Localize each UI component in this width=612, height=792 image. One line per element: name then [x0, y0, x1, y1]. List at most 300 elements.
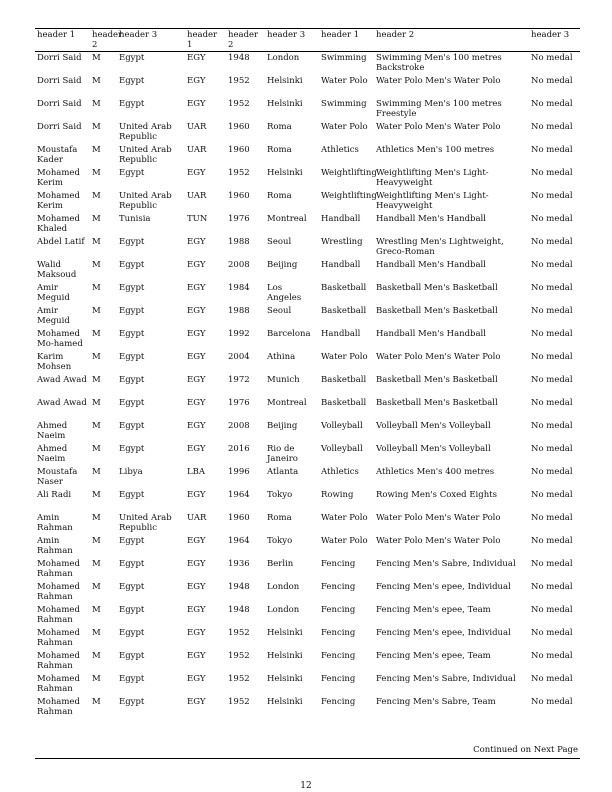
continued-label: Continued on Next Page	[473, 745, 578, 755]
cell-year: 1952	[228, 76, 250, 86]
cell-medal: No medal	[531, 53, 573, 63]
cell-year: 1952	[228, 651, 250, 661]
column-header: header 3	[119, 30, 158, 40]
table-row	[35, 52, 580, 76]
cell-noc: TUN	[187, 214, 208, 224]
cell-city: London	[267, 582, 300, 592]
cell-noc: EGY	[187, 674, 206, 684]
cell-city: Los Angeles	[267, 283, 302, 303]
cell-sport: Handball	[321, 329, 361, 339]
cell-sport: Weightlifting	[321, 191, 377, 201]
cell-team: Egypt	[119, 76, 145, 86]
cell-event: Fencing Men's Sabre, Individual	[376, 674, 516, 684]
column-header: header 1	[321, 30, 360, 40]
cell-noc: EGY	[187, 76, 206, 86]
cell-medal: No medal	[531, 605, 573, 615]
cell-sport: Fencing	[321, 605, 356, 615]
cell-year: 1952	[228, 628, 250, 638]
table-row	[35, 512, 580, 535]
cell-medal: No medal	[531, 536, 573, 546]
cell-name: Dorri Said	[37, 53, 82, 63]
cell-city: Barcelona	[267, 329, 311, 339]
cell-medal: No medal	[531, 421, 573, 431]
table-row	[35, 696, 580, 719]
cell-year: 2016	[228, 444, 250, 454]
cell-sport: Fencing	[321, 651, 356, 661]
cell-team: Egypt	[119, 329, 145, 339]
cell-name: Mohamed Rahman	[37, 697, 80, 717]
cell-event: Water Polo Men's Water Polo	[376, 122, 501, 132]
cell-noc: LBA	[187, 467, 206, 477]
table-row	[35, 167, 580, 190]
cell-event: Basketball Men's Basketball	[376, 398, 498, 408]
cell-medal: No medal	[531, 145, 573, 155]
table-row	[35, 121, 580, 144]
cell-name: Awad Awad	[37, 375, 87, 385]
table-row	[35, 236, 580, 259]
cell-sex: M	[92, 651, 101, 661]
cell-medal: No medal	[531, 283, 573, 293]
cell-sport: Swimming	[321, 99, 367, 109]
cell-team: Egypt	[119, 628, 145, 638]
cell-city: Beijing	[267, 260, 298, 270]
cell-medal: No medal	[531, 674, 573, 684]
cell-sport: Water Polo	[321, 513, 368, 523]
cell-sex: M	[92, 329, 101, 339]
cell-team: Egypt	[119, 283, 145, 293]
cell-year: 1988	[228, 237, 250, 247]
cell-year: 1972	[228, 375, 250, 385]
cell-sex: M	[92, 76, 101, 86]
cell-team: Egypt	[119, 375, 145, 385]
cell-noc: EGY	[187, 375, 206, 385]
column-header: header 2	[92, 30, 123, 50]
cell-sport: Athletics	[321, 467, 359, 477]
column-header: header 2	[376, 30, 415, 40]
cell-medal: No medal	[531, 99, 573, 109]
cell-noc: EGY	[187, 605, 206, 615]
cell-sex: M	[92, 421, 101, 431]
cell-sex: M	[92, 582, 101, 592]
cell-medal: No medal	[531, 306, 573, 316]
cell-name: Amin Rahman	[37, 536, 73, 556]
cell-event: Rowing Men's Coxed Eights	[376, 490, 497, 500]
cell-sport: Volleyball	[321, 444, 363, 454]
cell-sex: M	[92, 444, 101, 454]
cell-name: Mohamed Khaled	[37, 214, 80, 234]
cell-year: 1988	[228, 306, 250, 316]
cell-sex: M	[92, 191, 101, 201]
cell-team: Egypt	[119, 398, 145, 408]
cell-sex: M	[92, 53, 101, 63]
cell-medal: No medal	[531, 214, 573, 224]
cell-noc: EGY	[187, 329, 206, 339]
table-row	[35, 75, 580, 98]
cell-team: Egypt	[119, 260, 145, 270]
cell-sex: M	[92, 260, 101, 270]
cell-sex: M	[92, 536, 101, 546]
cell-team: Egypt	[119, 697, 145, 707]
cell-name: Mohamed Kerim	[37, 168, 80, 188]
cell-team: Egypt	[119, 53, 145, 63]
cell-team: United Arab Republic	[119, 122, 172, 142]
cell-name: Mohamed Rahman	[37, 559, 80, 579]
cell-sport: Water Polo	[321, 76, 368, 86]
cell-year: 1952	[228, 168, 250, 178]
cell-sport: Basketball	[321, 306, 367, 316]
table-row	[35, 328, 580, 351]
cell-sex: M	[92, 237, 101, 247]
cell-noc: EGY	[187, 99, 206, 109]
cell-team: United Arab Republic	[119, 145, 172, 165]
cell-medal: No medal	[531, 122, 573, 132]
cell-city: Helsinki	[267, 628, 303, 638]
column-header: header 2	[228, 30, 259, 50]
cell-city: Helsinki	[267, 674, 303, 684]
cell-team: Egypt	[119, 536, 145, 546]
cell-year: 1948	[228, 53, 250, 63]
cell-name: Abdel Latif	[37, 237, 85, 247]
cell-name: Ahmed Naeim	[37, 444, 68, 464]
cell-team: Egypt	[119, 651, 145, 661]
cell-event: Water Polo Men's Water Polo	[376, 536, 501, 546]
cell-sport: Volleyball	[321, 421, 363, 431]
cell-sport: Basketball	[321, 398, 367, 408]
table-row	[35, 351, 580, 374]
cell-team: Egypt	[119, 674, 145, 684]
table-body	[35, 52, 580, 720]
cell-sex: M	[92, 490, 101, 500]
cell-sex: M	[92, 513, 101, 523]
cell-city: Roma	[267, 122, 292, 132]
cell-noc: EGY	[187, 421, 206, 431]
cell-event: Swimming Men's 100 metres Backstroke	[376, 53, 502, 73]
cell-medal: No medal	[531, 191, 573, 201]
cell-year: 1952	[228, 674, 250, 684]
cell-event: Basketball Men's Basketball	[376, 306, 498, 316]
cell-year: 1960	[228, 191, 250, 201]
cell-noc: UAR	[187, 145, 207, 155]
cell-city: Montreal	[267, 398, 307, 408]
cell-medal: No medal	[531, 467, 573, 477]
cell-team: Egypt	[119, 444, 145, 454]
cell-medal: No medal	[531, 260, 573, 270]
cell-team: Egypt	[119, 490, 145, 500]
cell-noc: EGY	[187, 53, 206, 63]
cell-noc: EGY	[187, 536, 206, 546]
cell-sport: Handball	[321, 260, 361, 270]
cell-name: Amir Meguid	[37, 283, 70, 303]
cell-team: Egypt	[119, 168, 145, 178]
cell-city: London	[267, 53, 300, 63]
table-row	[35, 650, 580, 673]
column-header: header 1	[187, 30, 218, 50]
cell-sport: Handball	[321, 214, 361, 224]
cell-event: Water Polo Men's Water Polo	[376, 513, 501, 523]
cell-name: Amin Rahman	[37, 513, 73, 533]
table-row	[35, 443, 580, 466]
cell-year: 1936	[228, 559, 250, 569]
cell-noc: EGY	[187, 283, 206, 293]
cell-sex: M	[92, 375, 101, 385]
cell-city: Helsinki	[267, 99, 303, 109]
table-row	[35, 190, 580, 213]
cell-event: Swimming Men's 100 metres Freestyle	[376, 99, 502, 119]
cell-city: Tokyo	[267, 536, 293, 546]
cell-name: Dorri Said	[37, 122, 82, 132]
cell-medal: No medal	[531, 559, 573, 569]
cell-city: London	[267, 605, 300, 615]
cell-sex: M	[92, 628, 101, 638]
cell-name: Dorri Said	[37, 99, 82, 109]
cell-sport: Water Polo	[321, 536, 368, 546]
cell-city: Seoul	[267, 306, 292, 316]
table-row	[35, 627, 580, 650]
cell-name: Mohamed Rahman	[37, 651, 80, 671]
cell-medal: No medal	[531, 513, 573, 523]
cell-name: Moustafa Naser	[37, 467, 78, 487]
cell-city: Atlanta	[267, 467, 299, 477]
cell-event: Athletics Men's 400 metres	[376, 467, 495, 477]
cell-sport: Fencing	[321, 697, 356, 707]
cell-team: Egypt	[119, 306, 145, 316]
cell-name: Walid Maksoud	[37, 260, 77, 280]
cell-medal: No medal	[531, 76, 573, 86]
cell-sport: Water Polo	[321, 122, 368, 132]
cell-name: Mohamed Kerim	[37, 191, 80, 211]
cell-city: Munich	[267, 375, 300, 385]
cell-event: Water Polo Men's Water Polo	[376, 76, 501, 86]
cell-noc: EGY	[187, 490, 206, 500]
cell-year: 1960	[228, 145, 250, 155]
table-row	[35, 305, 580, 328]
cell-sport: Basketball	[321, 375, 367, 385]
table-row	[35, 282, 580, 305]
cell-name: Mohamed Rahman	[37, 605, 80, 625]
cell-noc: UAR	[187, 122, 207, 132]
cell-sex: M	[92, 398, 101, 408]
cell-year: 1948	[228, 605, 250, 615]
cell-city: Helsinki	[267, 168, 303, 178]
cell-city: Roma	[267, 513, 292, 523]
cell-noc: EGY	[187, 697, 206, 707]
cell-year: 1976	[228, 214, 250, 224]
cell-sex: M	[92, 352, 101, 362]
cell-noc: EGY	[187, 628, 206, 638]
header-row	[35, 29, 580, 52]
cell-noc: EGY	[187, 306, 206, 316]
cell-sport: Wrestling	[321, 237, 363, 247]
cell-team: Egypt	[119, 352, 145, 362]
cell-city: Berlin	[267, 559, 294, 569]
cell-medal: No medal	[531, 329, 573, 339]
cell-event: Fencing Men's epee, Individual	[376, 582, 511, 592]
cell-year: 1952	[228, 99, 250, 109]
cell-year: 1992	[228, 329, 250, 339]
cell-sex: M	[92, 306, 101, 316]
cell-medal: No medal	[531, 168, 573, 178]
cell-noc: EGY	[187, 651, 206, 661]
cell-sport: Fencing	[321, 559, 356, 569]
table-row	[35, 98, 580, 121]
cell-name: Ali Radi	[37, 490, 72, 500]
cell-medal: No medal	[531, 651, 573, 661]
cell-event: Basketball Men's Basketball	[376, 283, 498, 293]
cell-medal: No medal	[531, 444, 573, 454]
cell-event: Fencing Men's Sabre, Team	[376, 697, 496, 707]
cell-city: Tokyo	[267, 490, 293, 500]
cell-city: Beijing	[267, 421, 298, 431]
cell-sport: Athletics	[321, 145, 359, 155]
cell-noc: EGY	[187, 260, 206, 270]
olympians-table	[35, 28, 580, 719]
cell-noc: EGY	[187, 237, 206, 247]
cell-event: Volleyball Men's Volleyball	[376, 421, 491, 431]
cell-city: Roma	[267, 191, 292, 201]
cell-sex: M	[92, 214, 101, 224]
cell-city: Seoul	[267, 237, 292, 247]
table-row	[35, 673, 580, 696]
cell-noc: UAR	[187, 513, 207, 523]
cell-medal: No medal	[531, 237, 573, 247]
cell-year: 1984	[228, 283, 250, 293]
cell-sex: M	[92, 168, 101, 178]
cell-sport: Fencing	[321, 628, 356, 638]
table-row	[35, 558, 580, 581]
column-header: header 1	[37, 30, 76, 40]
table-row	[35, 420, 580, 443]
cell-team: United Arab Republic	[119, 513, 172, 533]
cell-year: 2008	[228, 421, 250, 431]
table-row	[35, 581, 580, 604]
table-row	[35, 604, 580, 627]
cell-team: Libya	[119, 467, 143, 477]
cell-medal: No medal	[531, 628, 573, 638]
cell-sport: Weightlifting	[321, 168, 377, 178]
cell-event: Water Polo Men's Water Polo	[376, 352, 501, 362]
cell-year: 1952	[228, 697, 250, 707]
cell-sport: Basketball	[321, 283, 367, 293]
cell-sex: M	[92, 145, 101, 155]
cell-year: 1960	[228, 513, 250, 523]
cell-medal: No medal	[531, 582, 573, 592]
column-header: header 3	[267, 30, 306, 40]
table-row	[35, 397, 580, 420]
cell-sex: M	[92, 467, 101, 477]
cell-noc: EGY	[187, 559, 206, 569]
cell-medal: No medal	[531, 375, 573, 385]
cell-team: United Arab Republic	[119, 191, 172, 211]
cell-name: Amir Meguid	[37, 306, 70, 326]
cell-event: Fencing Men's epee, Team	[376, 605, 491, 615]
cell-name: Mohamed Rahman	[37, 628, 80, 648]
cell-event: Athletics Men's 100 metres	[376, 145, 495, 155]
cell-name: Mohamed Mo-hamed	[37, 329, 83, 349]
cell-event: Fencing Men's epee, Individual	[376, 628, 511, 638]
page-number: 12	[300, 781, 312, 791]
cell-year: 2004	[228, 352, 250, 362]
cell-sex: M	[92, 559, 101, 569]
cell-event: Volleyball Men's Volleyball	[376, 444, 491, 454]
cell-noc: EGY	[187, 398, 206, 408]
cell-city: Montreal	[267, 214, 307, 224]
cell-city: Helsinki	[267, 76, 303, 86]
cell-year: 1996	[228, 467, 250, 477]
cell-city: Rio de Janeiro	[267, 444, 298, 464]
cell-name: Mohamed Rahman	[37, 674, 80, 694]
cell-team: Egypt	[119, 237, 145, 247]
cell-event: Fencing Men's epee, Team	[376, 651, 491, 661]
cell-event: Handball Men's Handball	[376, 329, 486, 339]
cell-sport: Water Polo	[321, 352, 368, 362]
table-row	[35, 466, 580, 489]
cell-event: Basketball Men's Basketball	[376, 375, 498, 385]
cell-sex: M	[92, 122, 101, 132]
cell-team: Egypt	[119, 99, 145, 109]
cell-year: 2008	[228, 260, 250, 270]
cell-noc: EGY	[187, 444, 206, 454]
table-bottom-rule	[35, 758, 580, 759]
cell-city: Helsinki	[267, 697, 303, 707]
table-row	[35, 489, 580, 512]
cell-medal: No medal	[531, 352, 573, 362]
cell-team: Egypt	[119, 421, 145, 431]
table-row	[35, 213, 580, 236]
cell-team: Tunisia	[119, 214, 151, 224]
table-row	[35, 144, 580, 167]
cell-event: Handball Men's Handball	[376, 260, 486, 270]
cell-sex: M	[92, 99, 101, 109]
cell-city: Roma	[267, 145, 292, 155]
cell-city: Helsinki	[267, 651, 303, 661]
cell-medal: No medal	[531, 398, 573, 408]
cell-sex: M	[92, 605, 101, 615]
cell-noc: EGY	[187, 582, 206, 592]
table-row	[35, 374, 580, 397]
table-row	[35, 535, 580, 558]
cell-year: 1960	[228, 122, 250, 132]
cell-year: 1964	[228, 490, 250, 500]
cell-year: 1948	[228, 582, 250, 592]
table-row	[35, 259, 580, 282]
cell-medal: No medal	[531, 490, 573, 500]
cell-event: Weightlifting Men's Light-Heavyweight	[376, 191, 489, 211]
cell-sport: Swimming	[321, 53, 367, 63]
cell-name: Ahmed Naeim	[37, 421, 68, 441]
cell-name: Dorri Said	[37, 76, 82, 86]
cell-noc: EGY	[187, 168, 206, 178]
cell-noc: EGY	[187, 352, 206, 362]
cell-event: Weightlifting Men's Light-Heavyweight	[376, 168, 489, 188]
cell-sex: M	[92, 697, 101, 707]
cell-name: Moustafa Kader	[37, 145, 78, 165]
cell-medal: No medal	[531, 697, 573, 707]
cell-event: Fencing Men's Sabre, Individual	[376, 559, 516, 569]
cell-team: Egypt	[119, 582, 145, 592]
cell-sport: Fencing	[321, 582, 356, 592]
cell-team: Egypt	[119, 605, 145, 615]
cell-event: Handball Men's Handball	[376, 214, 486, 224]
cell-sex: M	[92, 674, 101, 684]
cell-name: Karim Mohsen	[37, 352, 72, 372]
cell-year: 1976	[228, 398, 250, 408]
column-header: header 3	[531, 30, 570, 40]
cell-noc: UAR	[187, 191, 207, 201]
cell-year: 1964	[228, 536, 250, 546]
cell-sex: M	[92, 283, 101, 293]
cell-name: Mohamed Rahman	[37, 582, 80, 602]
cell-name: Awad Awad	[37, 398, 87, 408]
